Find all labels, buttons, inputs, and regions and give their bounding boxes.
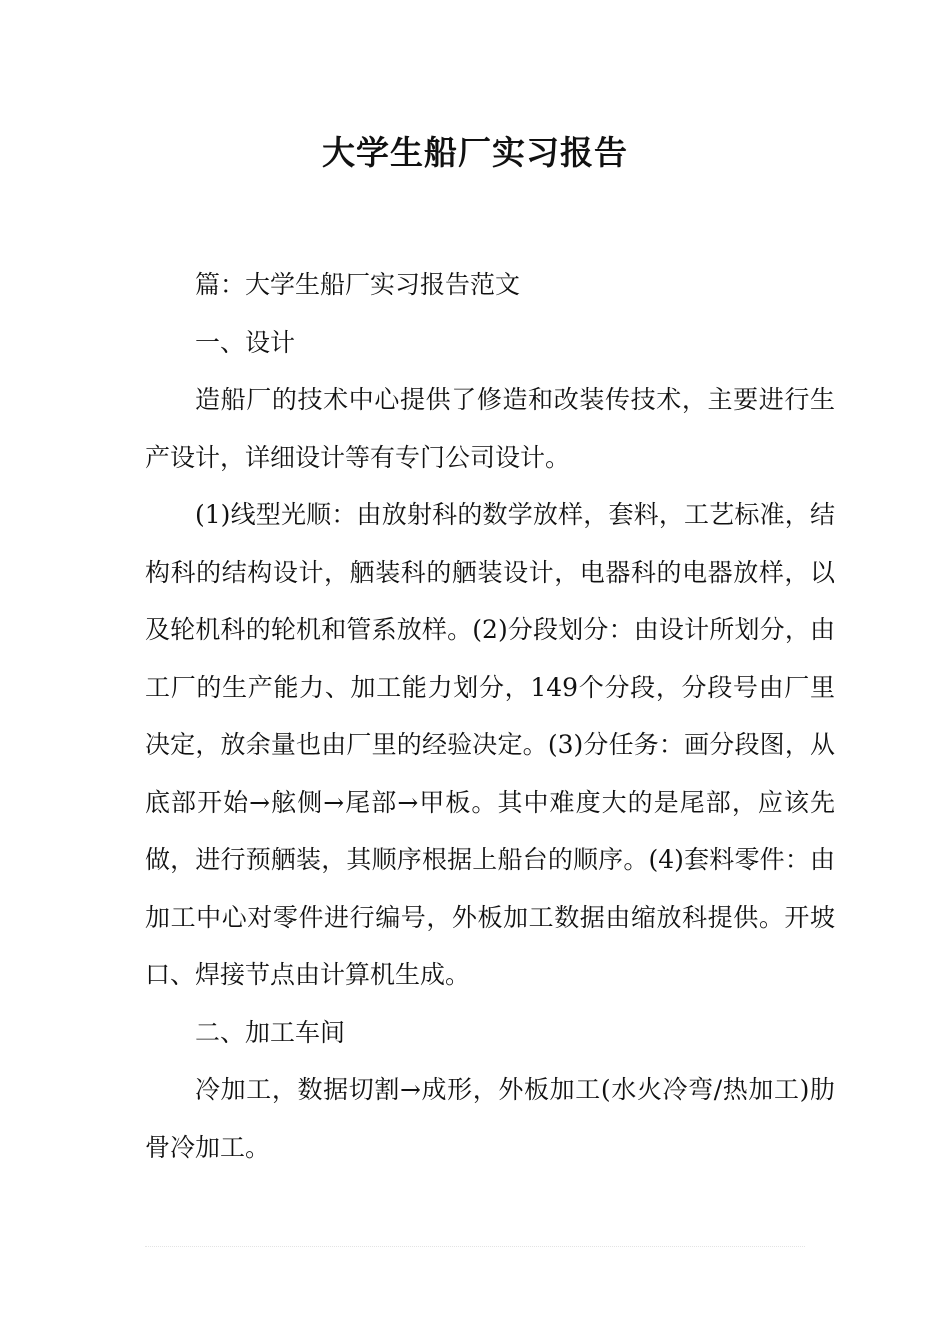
paragraph-subtitle: 篇：大学生船厂实习报告范文	[195, 270, 521, 299]
paragraph-design-steps: (1)线型光顺：由放射科的数学放样，套料，工艺标准，结构科的结构设计，舾装科的舾装设计，电器科的电器放样，以及轮机科的轮机和管系放样。(2)分段划分：由设计所划分，由工厂的生产能力、加工能力划分，149个分段，分段号由厂里决定，放余量也由厂里的经验决定。(3)分任务：画分段图，从底部开始→舷侧→尾部→甲板。其中难度大的是尾部，应该先做，进行预舾装，其顺序根据上船台的顺序。(4)套料零件：由加工中心对零件进行编号，外板加工数据由缩放科提供。开坡口、焊接节点由计算机生成。	[145, 500, 835, 989]
section-heading-workshop: 二、加工车间	[195, 1017, 346, 1047]
paragraph-workshop: 冷加工，数据切割→成形，外板加工(水火冷弯/热加工)肋骨冷加工。	[145, 1075, 835, 1162]
section-heading-design: 一、设计	[195, 327, 296, 357]
footer-divider	[145, 1246, 805, 1247]
paragraph-design-intro: 造船厂的技术中心提供了修造和改装传技术，主要进行生产设计，详细设计等有专门公司设计。	[145, 385, 835, 472]
document-body	[145, 256, 835, 1176]
document-title: 大学生船厂实习报告	[322, 133, 628, 172]
